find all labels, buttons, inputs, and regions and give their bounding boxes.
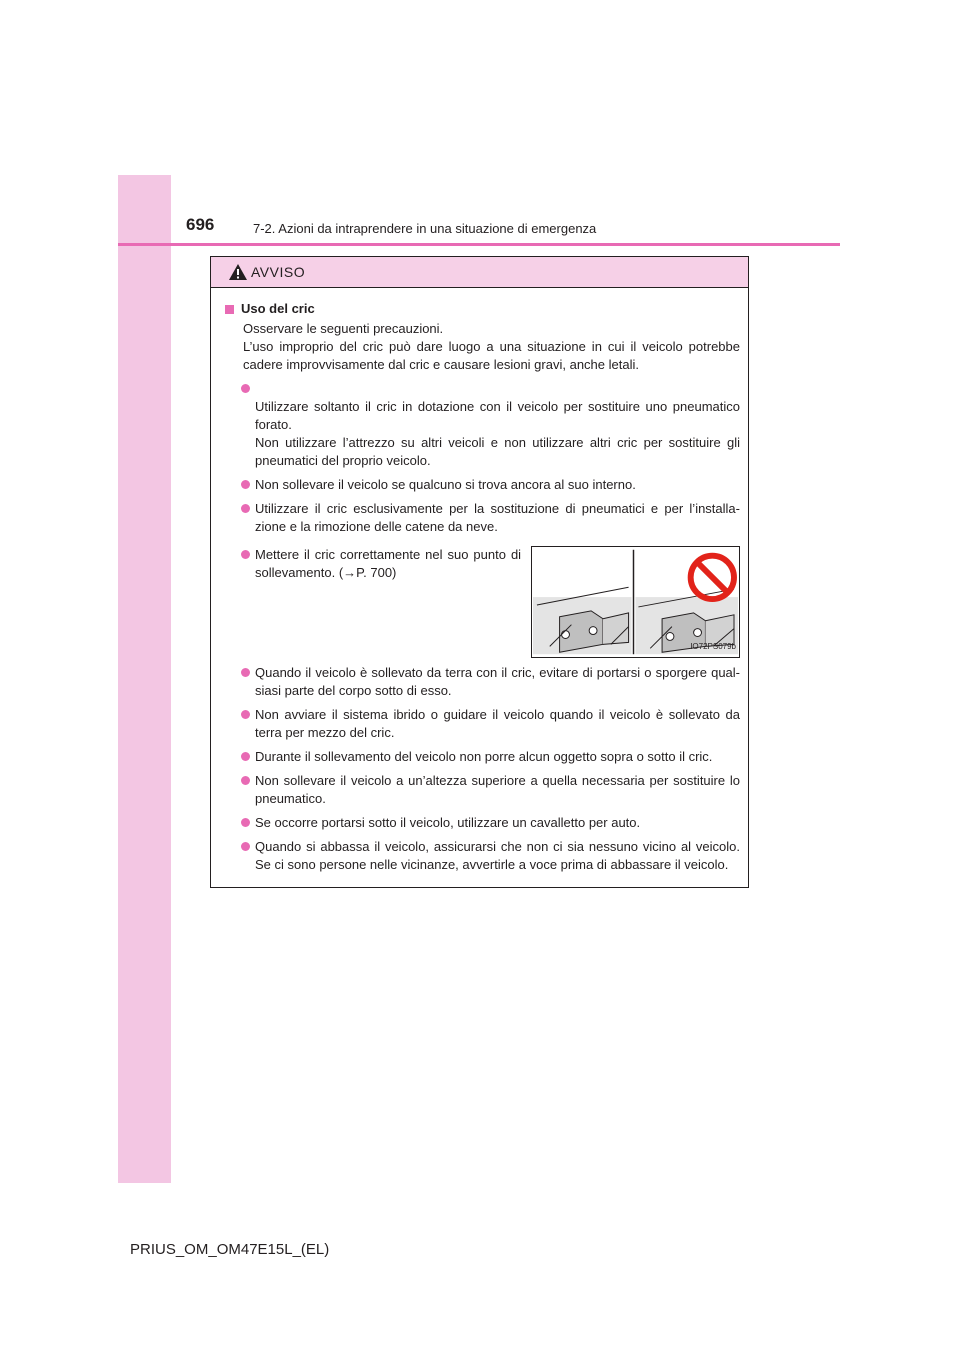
- list-item-text: Durante il sollevamento del veicolo non porre alcun oggetto sopra o sotto il cric.: [255, 749, 713, 764]
- round-bullet-icon: [241, 504, 250, 513]
- list-item-text: Mettere il cric correttamente nel suo punto di sollevamento. (→P. 700): [255, 547, 522, 580]
- round-bullet-icon: [241, 776, 250, 785]
- page-number: 696: [186, 215, 215, 234]
- bullet-with-illustration: [225, 546, 740, 658]
- list-item-text: Non sollevare il veicolo se qualcuno si trova ancora al suo interno.: [255, 477, 636, 492]
- warning-triangle-icon: [228, 263, 248, 281]
- round-bullet-icon: [241, 842, 250, 851]
- round-bullet-icon: [241, 384, 250, 393]
- list-item-text: Quando il veicolo è sollevato da terra con il cric, evitare di portarsi o sporgere qual-siasi parte del corpo sotto di esso.: [255, 665, 740, 698]
- warning-header: [211, 257, 748, 288]
- bullet-list-top: [225, 380, 740, 536]
- list-item-text: Non sollevare il veicolo a un’altezza superiore a quella necessaria per sostituire lo pneumatico.: [255, 773, 740, 806]
- list-item: [225, 814, 740, 832]
- round-bullet-icon: [241, 752, 250, 761]
- list-item-text: Utilizzare soltanto il cric in dotazione con il veicolo per sostituire uno pneumatico forato. Non utilizzare l’attrezzo su altri veicoli e non utilizzare altri cric per sostituire gli pneumatici del proprio veicolo.: [255, 399, 740, 468]
- round-bullet-icon: [241, 818, 250, 827]
- list-item-text: Non avviare il sistema ibrido o guidare il veicolo quando il veicolo è sollevato da terra per mezzo del cric.: [255, 707, 740, 740]
- round-bullet-icon: [241, 480, 250, 489]
- section-title: 7-2. Azioni da intraprendere in una situazione di emergenza: [253, 221, 597, 236]
- list-item-text: Se occorre portarsi sotto il veicolo, utilizzare un cavalletto per auto.: [255, 815, 641, 830]
- jack-placement-illustration: [531, 546, 740, 658]
- illustration-code: IO72PS079b: [690, 642, 736, 651]
- list-item: [225, 476, 740, 494]
- subheading-text: Uso del cric: [241, 301, 315, 316]
- list-item: [225, 748, 740, 766]
- list-item: [225, 772, 740, 808]
- intro-text: Osservare le seguenti precauzioni. L’uso improprio del cric può dare luogo a una situazione in cui il veicolo potrebbe cadere improvvisamente dal cric e causare lesioni gravi, anche letali.: [243, 321, 740, 372]
- warning-title: AVVISO: [251, 264, 306, 280]
- list-item-text: Quando si abbassa il veicolo, assicurarsi che non ci sia nessuno vicino al veicolo. Se ci sono persone nelle vicinanze, avvertirle a voce prima di abbassare il veicolo.: [255, 839, 740, 872]
- list-item-text: Utilizzare il cric esclusivamente per la sostituzione di pneumatici e per l’installa-zione e la rimozione delle catene da neve.: [255, 501, 740, 534]
- list-item: [225, 838, 740, 874]
- list-item: [225, 500, 740, 536]
- footer-document-code: PRIUS_OM_OM47E15L_(EL): [130, 1241, 330, 1258]
- square-bullet-icon: [225, 305, 234, 314]
- list-item: [225, 380, 740, 470]
- header-rule: [118, 243, 840, 246]
- warning-box: [210, 256, 749, 888]
- round-bullet-icon: [241, 710, 250, 719]
- subheading: [225, 300, 740, 318]
- list-item: [225, 706, 740, 742]
- side-tab-strip: [118, 175, 171, 1183]
- round-bullet-icon: [241, 668, 250, 677]
- list-item: [225, 664, 740, 700]
- warning-body: [211, 288, 748, 874]
- round-bullet-icon: [241, 550, 250, 559]
- bullet-list-bottom: [225, 664, 740, 874]
- list-item: [225, 546, 521, 658]
